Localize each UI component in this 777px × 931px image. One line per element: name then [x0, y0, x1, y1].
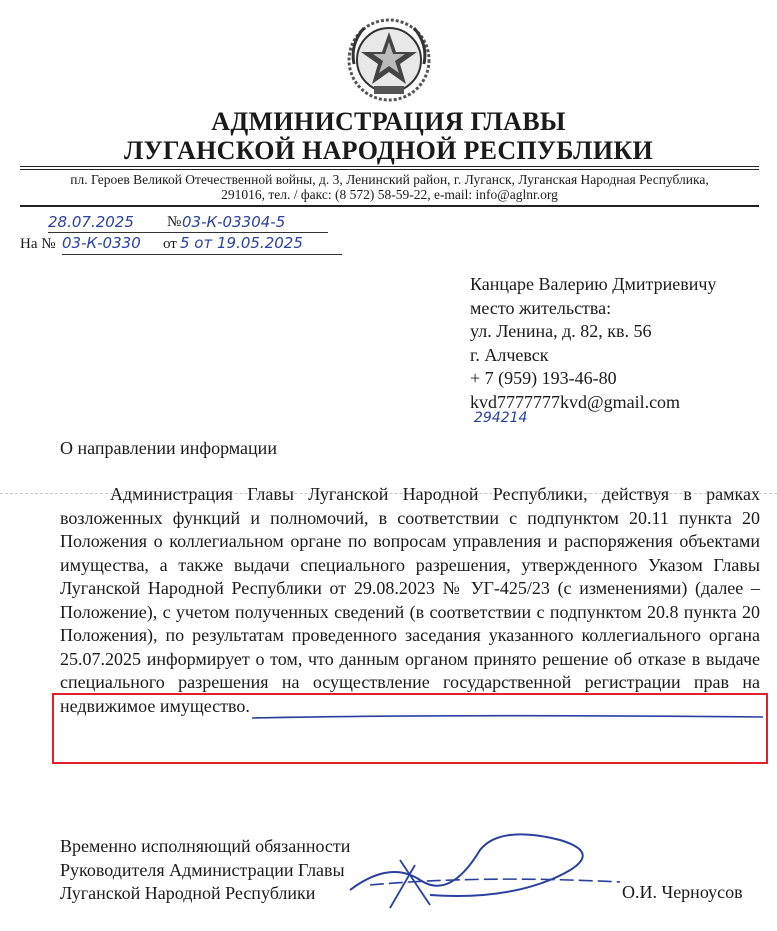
recipient-street: ул. Ленина, д. 82, кв. 56	[470, 321, 652, 341]
from-prefix: от	[163, 236, 177, 252]
coat-of-arms-emblem	[346, 14, 432, 104]
number-prefix: №	[167, 214, 182, 230]
recipient-email: kvd7777777kvd@gmail.com	[470, 391, 681, 412]
organization-name-line2: ЛУГАНСКОЙ НАРОДНОЙ РЕСПУБЛИКИ	[123, 136, 654, 165]
signatory-title-line1: Временно исполняющий обязанности	[60, 836, 351, 856]
address-line2: 291016, тел. / факс: (8 572) 58-59-22, e-mail: info@aglnr.org	[221, 187, 558, 202]
letter-body	[60, 483, 760, 718]
in-reply-prefix: На №	[20, 236, 56, 252]
outgoing-number: 03-К-03304-5	[182, 213, 286, 231]
signatory-title	[60, 835, 350, 906]
body-paragraph: Администрация Главы Луганской Народной Республики, действуя в рамках возложенных функций и полномочий, в соответствии с подпунктом 20.11 пункта 20 Положения о коллегиальном органе по вопросам управления и распоряжения объектами имущества, а также выдачи специального разрешения, утвержденного Указом Главы Луганской Народной Республики от 29.08.2023 № УГ-425/23 (с изменениями) (далее – Положение), с учетом полученных сведений (в соответствии с подпунктом 20.8 пункта 20 Положения), по результатам проведенного заседания указанного коллегиального органа 25.07.2025 информирует о том, что данным органом принято решение об отказе в выдаче специального разрешения на осуществление государственной регистрации прав на недвижимое имущество.	[60, 484, 760, 716]
in-reply-date: 5 от 19.05.2025	[180, 234, 303, 252]
recipient-block	[470, 273, 716, 414]
letter-subject: О направлении информации	[60, 438, 277, 458]
reference-underline-2	[62, 254, 342, 255]
recipient-city: г. Алчевск	[470, 344, 549, 365]
signatory-title-line2: Руководителя Администрации Главы	[60, 859, 345, 880]
header-rule-bottom	[20, 205, 759, 207]
header-rule-top-thin	[20, 169, 759, 170]
reference-underline-1	[48, 232, 328, 233]
handwritten-signature	[330, 820, 630, 915]
recipient-phone: + 7 (959) 193-46-80	[470, 368, 617, 388]
header-rule-top	[20, 166, 759, 167]
recipient-residence-label: место жительства:	[470, 297, 612, 318]
signer-name: О.И. Черноусов	[622, 882, 743, 902]
outgoing-date: 28.07.2025	[48, 213, 134, 231]
signatory-title-line3: Луганской Народной Республики	[60, 883, 316, 903]
in-reply-number: 03-К-0330	[62, 234, 141, 252]
highlight-box	[52, 693, 768, 764]
recipient-name: Канцаре Валерию Дмитриевичу	[470, 274, 717, 294]
handwritten-note: 294214	[474, 410, 528, 426]
organization-name-line1: АДМИНИСТРАЦИЯ ГЛАВЫ	[211, 107, 566, 136]
address-line1: пл. Героев Великой Отечественной войны, д. 3, Ленинский район, г. Луганск, Луганская Народная Республика,	[70, 172, 709, 187]
